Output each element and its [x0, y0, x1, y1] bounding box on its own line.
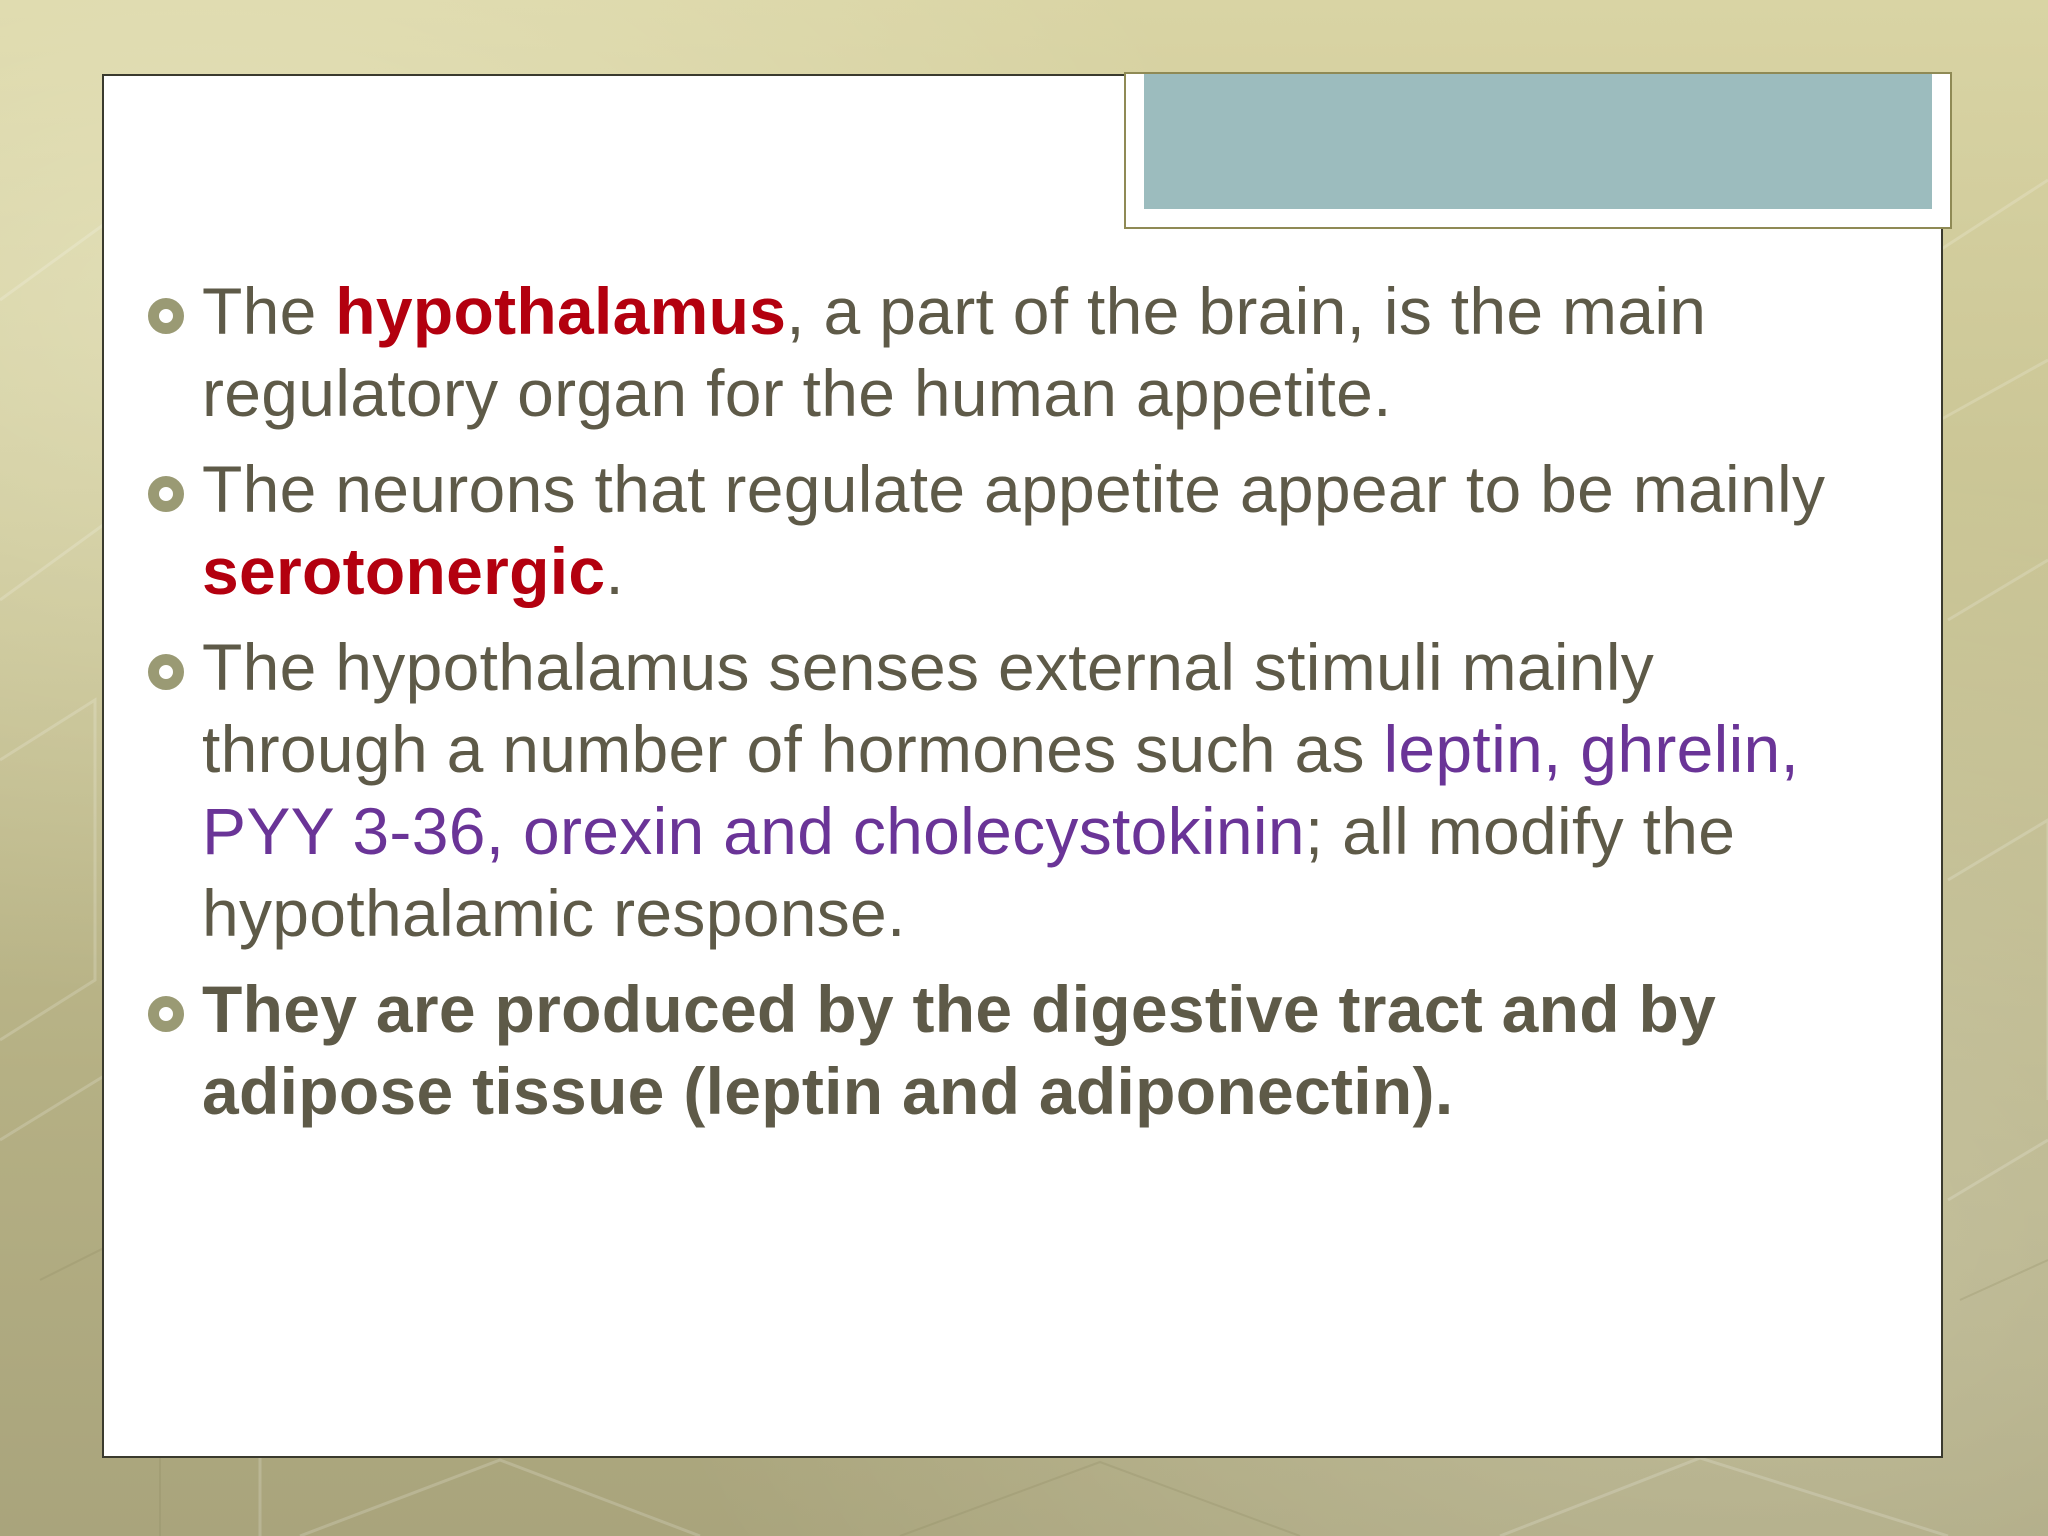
bullet-text: They are produced by the digestive tract and by adipose tissue (leptin and adiponectin).: [202, 972, 1717, 1128]
bullet-list: [140, 270, 1860, 1146]
ring-bullet-icon: [148, 996, 184, 1032]
bullet-text: , a part of the brain, is the main regulatory organ for the human appetite.: [202, 274, 1707, 430]
bullet-item-hypothalamus: [140, 270, 1860, 434]
bullet-item-hormones: [140, 626, 1860, 954]
hormone-list: leptin, ghrelin, PYY 3-36, orexin and cholecystokinin: [202, 712, 1800, 868]
ring-bullet-icon: [148, 476, 184, 512]
bullet-text: The hypothalamus senses external stimuli mainly through a number of hormones such as: [202, 630, 1655, 786]
bullet-text: ; all modify the hypothalamic response.: [202, 794, 1736, 950]
title-panel-fill: [1144, 74, 1932, 209]
bullet-text: .: [605, 534, 625, 608]
ring-bullet-icon: [148, 298, 184, 334]
highlight-term: hypothalamus: [335, 274, 787, 348]
ring-bullet-icon: [148, 654, 184, 690]
bullet-text: The: [202, 274, 336, 348]
bullet-text: The neurons that regulate appetite appear to be mainly: [202, 452, 1826, 526]
title-panel: [1124, 72, 1952, 229]
highlight-term: serotonergic: [202, 534, 606, 608]
bullet-item-neurons: [140, 448, 1860, 612]
bullet-item-production: [140, 968, 1860, 1132]
